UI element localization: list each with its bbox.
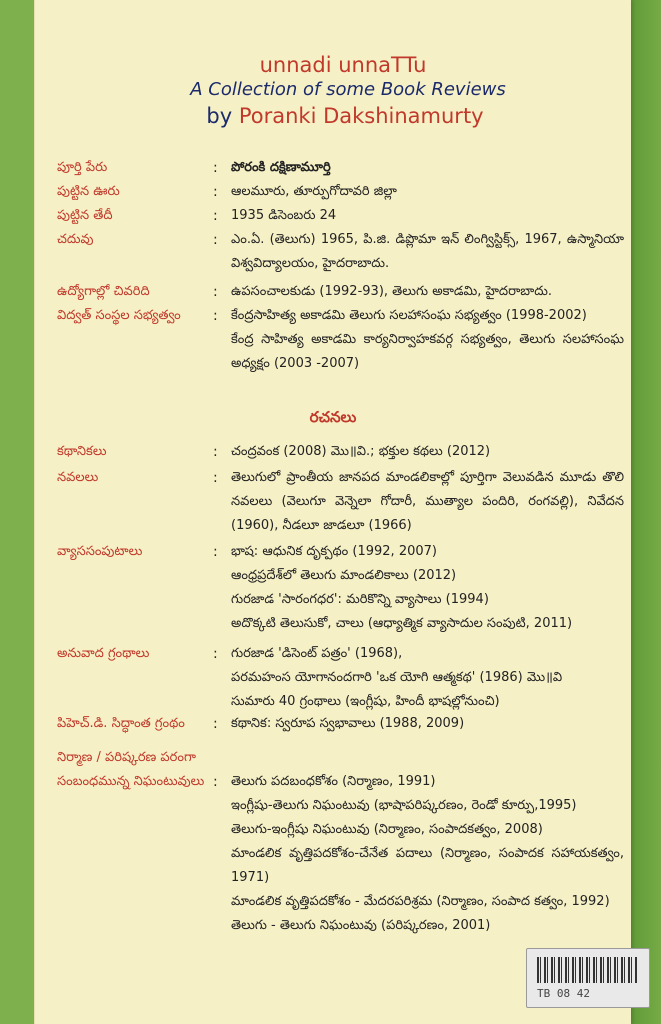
novels-label: నవలలు bbox=[57, 470, 99, 485]
dict-value-5: మాండలిక వృత్తిపదకోశం - మేదరపరిశ్రమ (నిర్మాణం, సంపాద కత్వం, 1992) bbox=[231, 894, 610, 909]
dict-value-4: మాండలిక వృత్తిపదకోశం-చేనేత పదాలు (నిర్మాణం, సంపాదక సహాయకత్వం, 1971) bbox=[231, 846, 624, 885]
name-label: పూర్తి పేరు bbox=[57, 160, 108, 175]
dict-label-1: నిర్మాణ / పరిష్కరణ పరంగా bbox=[57, 750, 196, 765]
book-title: unnadi unnaTTu bbox=[259, 53, 427, 77]
translations-value-box bbox=[231, 642, 624, 714]
colon: : bbox=[213, 774, 218, 790]
membership-value-2: కేంద్ర సాహిత్య అకాడమి కార్యనిర్వాహకవర్గ సభ్యత్వం, తెలుగు సలహాసంఘ అధ్యక్షం (2003 -2007) bbox=[231, 332, 624, 371]
stories-label: కథానికలు bbox=[57, 444, 107, 459]
phd-label: పిహెచ్.డి. సిద్ధాంత గ్రంథం bbox=[57, 716, 185, 731]
barcode-bars bbox=[537, 957, 637, 983]
book-edge bbox=[630, 0, 661, 1024]
colon: : bbox=[213, 646, 218, 662]
membership-value-1: కేంద్రసాహిత్య అకాడమి తెలుగు సలహాసంఘ సభ్యత్వం (1998-2002) bbox=[231, 308, 587, 323]
membership-value-box bbox=[231, 304, 624, 376]
education-label: చదువు bbox=[57, 232, 94, 247]
phd-value: కథానిక: స్వరూప స్వభావాలు (1988, 2009) bbox=[231, 716, 465, 731]
colon: : bbox=[213, 208, 218, 224]
barcode-sticker bbox=[526, 948, 650, 1008]
by-word: by bbox=[206, 104, 233, 128]
translations-value-2: పరమహంస యోగానందగారి 'ఒక యోగి ఆత్మకథ' (1986) మొ॥వి bbox=[231, 670, 563, 685]
novels-value-box bbox=[231, 466, 624, 538]
birthdate-value: 1935 డిసెంబరు 24 bbox=[231, 208, 337, 223]
essays-value-box bbox=[231, 540, 624, 636]
colon: : bbox=[213, 284, 218, 300]
author-line bbox=[59, 102, 631, 130]
dict-value-3: తెలుగు-ఇంగ్లీషు నిఘంటువు (నిర్మాణం, సంపాదకత్వం, 2008) bbox=[231, 822, 543, 837]
birthplace-value: ఆలమూరు, తూర్పుగోదావరి జిల్లా bbox=[231, 184, 397, 199]
essays-value-4: అదొక్కటి తెలుసుకో, చాలు (ఆధ్యాత్మిక వ్యాసాదుల సంపుటి, 2011) bbox=[231, 616, 573, 631]
dict-value-box bbox=[231, 770, 624, 938]
education-value: ఎం.ఏ. (తెలుగు) 1965, పి.జి. డిప్లొమా ఇన్ లింగ్విస్టిక్స్, 1967, ఉస్మానియా విశ్వవిద్యాలయం, హైదరాబాదు. bbox=[231, 232, 624, 271]
translations-value-1: గురజాడ 'డిసెంట్ పత్రం' (1968), bbox=[231, 646, 403, 661]
colon: : bbox=[213, 444, 218, 460]
book-back-cover bbox=[34, 0, 631, 1024]
colon: : bbox=[213, 308, 218, 324]
birthplace-label: పుట్టిన ఊరు bbox=[57, 184, 120, 199]
colon: : bbox=[213, 160, 218, 176]
colon: : bbox=[213, 184, 218, 200]
translations-label: అనువాద గ్రంథాలు bbox=[57, 646, 150, 661]
essays-label: వ్యాససంపుటాలు bbox=[57, 544, 143, 559]
membership-label: విద్వత్ సంస్థల సభ్యత్వం bbox=[57, 308, 181, 323]
dict-value-1: తెలుగు పదబంధకోశం (నిర్మాణం, 1991) bbox=[231, 774, 436, 789]
colon: : bbox=[213, 470, 218, 486]
novels-value: తెలుగులో ప్రాంతీయ జానపద మాండలికాల్లో పూర్తిగా వెలువడిన మూడు తొలి నవలలు (వెలుగూ వెన్నెలా గోదారీ, ముత్యాల పందిరి, రంగవల్లి), నివేదన (1960), నీడలూ జాడలూ (1966) bbox=[231, 470, 624, 533]
education-value-box bbox=[231, 228, 624, 276]
colon: : bbox=[213, 232, 218, 248]
dict-label-2: సంబంధమున్న నిఘంటువులు bbox=[57, 774, 205, 789]
works-section-title: రచనలు bbox=[309, 408, 357, 426]
colon: : bbox=[213, 716, 218, 732]
name-value: పోరంకి దక్షిణామూర్తి bbox=[231, 160, 331, 175]
book-subtitle: A Collection of some Book Reviews bbox=[190, 79, 506, 100]
essays-value-1: భాష: ఆధునిక దృక్పథం (1992, 2007) bbox=[231, 544, 437, 559]
colon: : bbox=[213, 544, 218, 560]
essays-value-3: గురజాడ 'సారంగధర': మరికొన్ని వ్యాసాలు (1994) bbox=[231, 592, 489, 607]
translations-value-3: సుమారు 40 గ్రంథాలు (ఇంగ్లీషు, హిందీ భాషల్లోనుంచి) bbox=[231, 694, 500, 709]
lastjob-value: ఉపసంచాలకుడు (1992-93), తెలుగు అకాడమి, హైదరాబాదు. bbox=[231, 284, 553, 299]
author-name: Poranki Dakshinamurty bbox=[238, 104, 484, 128]
header bbox=[35, 52, 631, 130]
birthdate-label: పుట్టిన తేదీ bbox=[57, 208, 113, 223]
lastjob-label: ఉద్యోగాల్లో చివరిది bbox=[57, 284, 150, 299]
stories-value: చంద్రవంక (2008) మొ॥వి.; భక్తుల కథలు (2012) bbox=[231, 444, 491, 459]
essays-value-2: ఆంధ్రప్రదేశ్‌లో తెలుగు మాండలికాలు (2012) bbox=[231, 568, 457, 583]
barcode-code: TB 08 42 bbox=[537, 987, 590, 1000]
dict-value-2: ఇంగ్లీషు-తెలుగు నిఘంటువు (భాషాపరిష్కరణం, రెండో కూర్పు,1995) bbox=[231, 798, 577, 813]
dict-value-6: తెలుగు - తెలుగు నిఘంటువు (పరిష్కరణం, 2001) bbox=[231, 918, 491, 933]
